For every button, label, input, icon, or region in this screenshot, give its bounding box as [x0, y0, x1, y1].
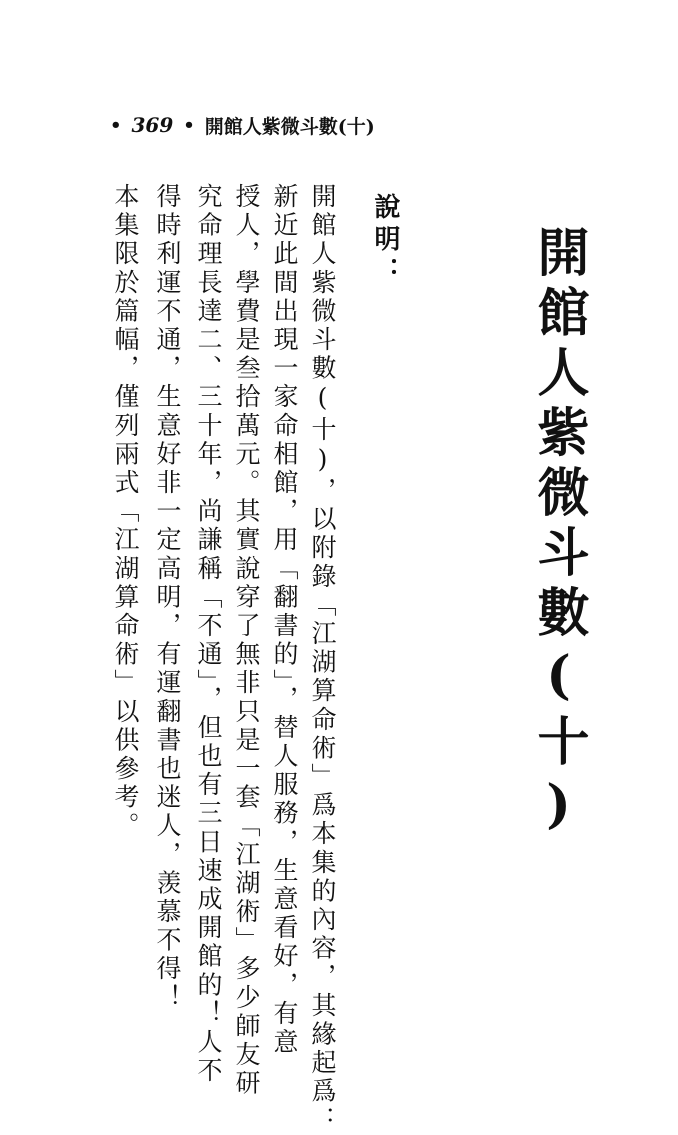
chapter-title: 開館人紫微斗數(十) [528, 225, 589, 843]
body-text-column: 究命理長達二、三十年，尚謙稱「不通」，但也有三日速成開館的！人不 [194, 183, 223, 1086]
body-text-column: 得時利運不通，生意好非一定高明，有運翻書也迷人，羡慕不得！ [153, 183, 182, 1013]
running-title: 開館人紫微斗數(十) [204, 115, 375, 138]
body-text-column: 開館人紫微斗數(十)，以附錄「江湖算命術」爲本集的內容，其緣起爲： [308, 183, 337, 1135]
body-text-column: 本集限於篇幅，僅列兩式「江湖算命術」以供參考。 [111, 183, 140, 841]
body-text-column: 新近此間出現一家命相館，用「翻書的」，替人服務，生意看好，有意 [270, 183, 299, 1058]
body-text-column: 授人，學費是叁拾萬元。其實說穿了無非只是一套「江湖術」多少師友研 [232, 183, 261, 1099]
separator-dot: • [110, 114, 122, 136]
page-number: 369 [131, 113, 174, 137]
separator-dot: • [183, 114, 195, 136]
running-header [110, 110, 375, 140]
section-label: 說明： [370, 193, 400, 289]
